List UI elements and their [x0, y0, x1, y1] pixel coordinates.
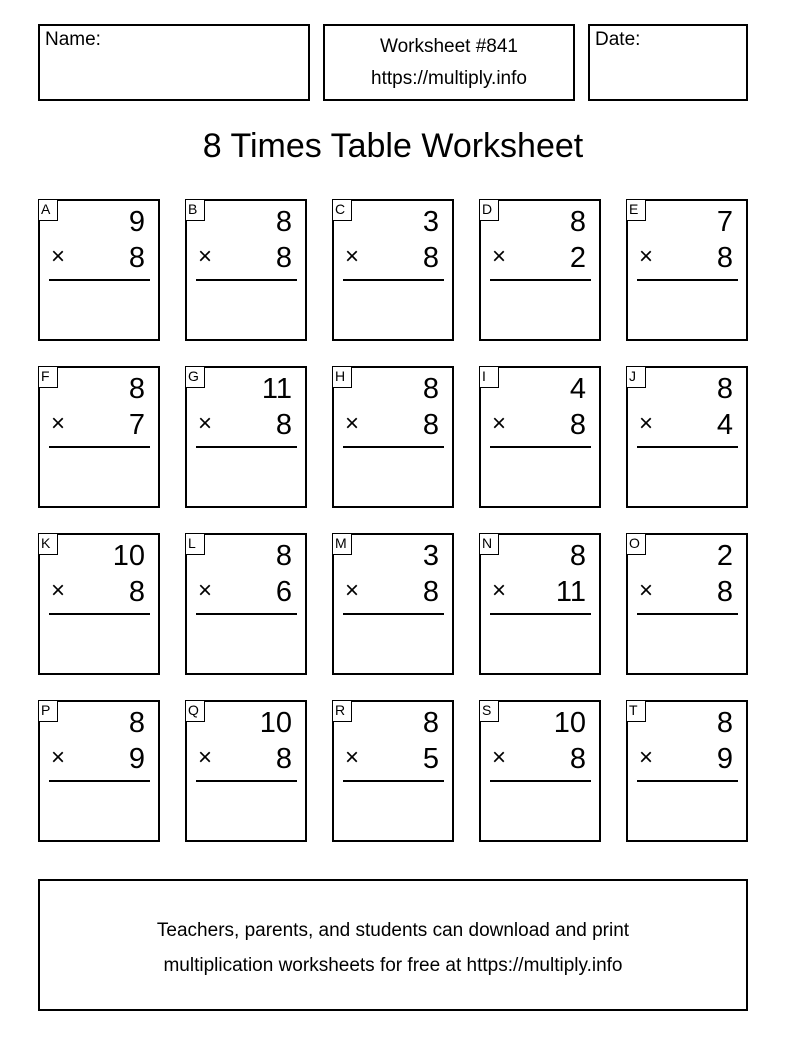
problem-letter: E: [626, 199, 646, 221]
name-field-box[interactable]: [38, 24, 310, 101]
multiplicand: 8: [569, 540, 586, 572]
problem-r[interactable]: [332, 700, 454, 842]
problem-letter: J: [626, 366, 646, 388]
multiplier: 5: [422, 743, 439, 775]
multiplier: 6: [275, 576, 292, 608]
times-sign: ×: [51, 744, 66, 771]
times-sign: ×: [492, 744, 507, 771]
multiplier: 9: [128, 743, 145, 775]
footer-line-2: multiplication worksheets for free at https://multiply.info: [163, 955, 623, 976]
problem-letter: M: [332, 533, 352, 555]
answer-line: [343, 446, 444, 448]
times-sign: ×: [492, 243, 507, 270]
problem-letter: F: [38, 366, 58, 388]
answer-line: [637, 446, 738, 448]
problem-p[interactable]: [38, 700, 160, 842]
problem-t[interactable]: [626, 700, 748, 842]
multiplier: 8: [422, 409, 439, 441]
multiplier: 11: [555, 576, 586, 608]
problem-letter: C: [332, 199, 352, 221]
problem-k[interactable]: [38, 533, 160, 675]
multiplier: 2: [569, 242, 586, 274]
times-sign: ×: [345, 744, 360, 771]
multiplicand: 8: [128, 707, 145, 739]
times-sign: ×: [639, 410, 654, 437]
times-sign: ×: [345, 577, 360, 604]
answer-line: [49, 780, 150, 782]
problem-m[interactable]: [332, 533, 454, 675]
multiplier: 8: [569, 743, 586, 775]
times-sign: ×: [198, 410, 213, 437]
footer-text: [40, 913, 746, 983]
problem-letter: H: [332, 366, 352, 388]
multiplier: 8: [275, 242, 292, 274]
times-sign: ×: [345, 410, 360, 437]
problem-a[interactable]: [38, 199, 160, 341]
problem-letter: R: [332, 700, 352, 722]
multiplier: 8: [422, 576, 439, 608]
multiplicand: 11: [261, 373, 292, 405]
problem-letter: K: [38, 533, 58, 555]
multiplicand: 8: [275, 206, 292, 238]
problem-i[interactable]: [479, 366, 601, 508]
times-sign: ×: [198, 577, 213, 604]
multiplicand: 9: [128, 206, 145, 238]
date-field-box[interactable]: [588, 24, 748, 101]
multiplicand: 10: [112, 540, 145, 572]
multiplicand: 8: [422, 707, 439, 739]
problem-e[interactable]: [626, 199, 748, 341]
problem-j[interactable]: [626, 366, 748, 508]
problem-h[interactable]: [332, 366, 454, 508]
multiplier: 8: [128, 242, 145, 274]
multiplicand: 3: [422, 540, 439, 572]
multiplier: 8: [716, 576, 733, 608]
answer-line: [49, 613, 150, 615]
multiplicand: 8: [128, 373, 145, 405]
multiplier: 8: [128, 576, 145, 608]
problem-letter: D: [479, 199, 499, 221]
answer-line: [343, 613, 444, 615]
times-sign: ×: [198, 744, 213, 771]
multiplier: 7: [128, 409, 145, 441]
times-sign: ×: [639, 577, 654, 604]
worksheet-url: https://multiply.info: [371, 68, 527, 89]
answer-line: [637, 613, 738, 615]
multiplier: 8: [275, 409, 292, 441]
answer-line: [196, 446, 297, 448]
problem-n[interactable]: [479, 533, 601, 675]
times-sign: ×: [345, 243, 360, 270]
problem-f[interactable]: [38, 366, 160, 508]
multiplier: 4: [716, 409, 733, 441]
problem-d[interactable]: [479, 199, 601, 341]
answer-line: [196, 780, 297, 782]
problem-l[interactable]: [185, 533, 307, 675]
problem-letter: B: [185, 199, 205, 221]
answer-line: [637, 780, 738, 782]
problem-letter: A: [38, 199, 58, 221]
answer-line: [343, 780, 444, 782]
problem-letter: N: [479, 533, 499, 555]
times-sign: ×: [639, 243, 654, 270]
problem-g[interactable]: [185, 366, 307, 508]
times-sign: ×: [51, 243, 66, 270]
times-sign: ×: [51, 577, 66, 604]
page-title: 8 Times Table Worksheet: [202, 127, 584, 165]
multiplicand: 10: [259, 707, 292, 739]
problem-letter: Q: [185, 700, 205, 722]
multiplier: 9: [716, 743, 733, 775]
footer-line-1: Teachers, parents, and students can download and print: [156, 920, 630, 941]
multiplier: 8: [275, 743, 292, 775]
answer-line: [196, 613, 297, 615]
times-sign: ×: [51, 410, 66, 437]
problem-letter: L: [185, 533, 205, 555]
multiplicand: 8: [422, 373, 439, 405]
times-sign: ×: [198, 243, 213, 270]
answer-line: [196, 279, 297, 281]
answer-line: [490, 279, 591, 281]
answer-line: [343, 279, 444, 281]
multiplicand: 4: [569, 373, 586, 405]
multiplicand: 8: [716, 373, 733, 405]
multiplicand: 8: [716, 707, 733, 739]
answer-line: [490, 613, 591, 615]
problem-letter: O: [626, 533, 646, 555]
problem-c[interactable]: [332, 199, 454, 341]
problem-letter: S: [479, 700, 499, 722]
times-sign: ×: [639, 744, 654, 771]
problem-letter: G: [185, 366, 205, 388]
name-label: Name:: [45, 29, 101, 50]
answer-line: [490, 446, 591, 448]
problem-s[interactable]: [479, 700, 601, 842]
times-sign: ×: [492, 410, 507, 437]
answer-line: [637, 279, 738, 281]
multiplicand: 8: [569, 206, 586, 238]
answer-line: [490, 780, 591, 782]
answer-line: [49, 446, 150, 448]
problem-letter: T: [626, 700, 646, 722]
multiplicand: 8: [275, 540, 292, 572]
times-sign: ×: [492, 577, 507, 604]
multiplicand: 3: [422, 206, 439, 238]
answer-line: [49, 279, 150, 281]
multiplicand: 2: [716, 540, 733, 572]
multiplier: 8: [716, 242, 733, 274]
multiplicand: 10: [553, 707, 586, 739]
worksheet-info-box: [323, 24, 575, 101]
worksheet-number: Worksheet #841: [379, 36, 518, 57]
problem-b[interactable]: [185, 199, 307, 341]
problem-letter: I: [479, 366, 499, 388]
footer-box: [38, 879, 748, 1011]
problem-letter: P: [38, 700, 58, 722]
problem-q[interactable]: [185, 700, 307, 842]
problem-o[interactable]: [626, 533, 748, 675]
multiplier: 8: [569, 409, 586, 441]
multiplier: 8: [422, 242, 439, 274]
date-label: Date:: [595, 29, 641, 50]
multiplicand: 7: [716, 206, 733, 238]
